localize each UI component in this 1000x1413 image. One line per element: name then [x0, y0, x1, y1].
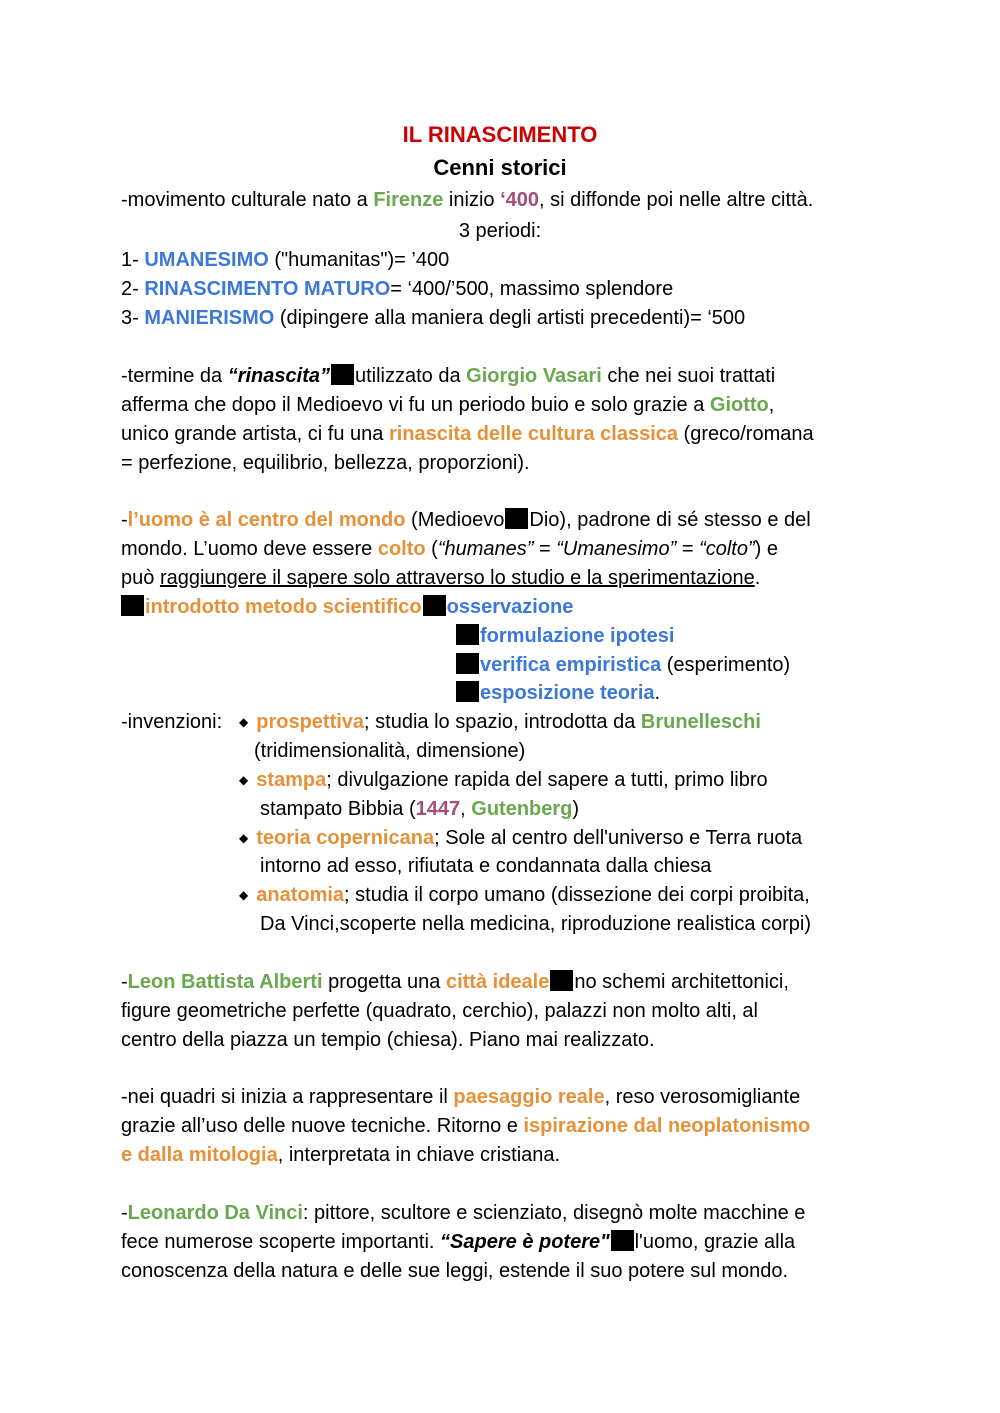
- redacted-block: [456, 624, 479, 645]
- paragraph-line: afferma che dopo il Medioevo vi fu un periodo buio e solo grazie a Giotto,: [121, 394, 775, 416]
- paragraph-line: = perfezione, equilibrio, bellezza, proporzioni).: [121, 452, 530, 474]
- intro-line: -movimento culturale nato a Firenze inizio ‘400, si diffonde poi nelle altre città.: [121, 189, 814, 211]
- redacted-block: [423, 595, 446, 616]
- invention-item-cont: intorno ad esso, rifiutata e condannata dalla chiesa: [260, 855, 712, 877]
- inventions-label: -invenzioni:: [121, 711, 223, 733]
- redacted-block: [121, 595, 144, 616]
- paragraph-line: mondo. L’uomo deve essere colto (“humanes” = “Umanesimo” = “colto”) e: [121, 538, 778, 560]
- paragraph-line: grazie all’uso delle nuove tecniche. Ritorno e ispirazione dal neoplatonismo: [121, 1115, 811, 1137]
- periods-heading: 3 periodi:: [458, 220, 542, 242]
- paragraph-line: -termine da “rinascita” utilizzato da Giorgio Vasari che nei suoi trattati: [121, 365, 776, 387]
- paragraph-line: -Leon Battista Alberti progetta una città ideale no schemi architettonici,: [121, 971, 789, 993]
- redacted-block: [550, 970, 573, 991]
- diamond-bullet-icon: ◆: [239, 715, 249, 729]
- paragraph-line: unico grande artista, ci fu una rinascita delle cultura classica (greco/romana: [121, 423, 814, 445]
- page-subtitle: Cenni storici: [433, 155, 567, 180]
- redacted-block: [456, 653, 479, 674]
- redacted-block: [331, 364, 354, 385]
- paragraph-line: può raggiungere il sapere solo attraverso lo studio e la sperimentazione.: [121, 567, 761, 589]
- paragraph-line: -Leonardo Da Vinci: pittore, scultore e scienziato, disegnò molte macchine e: [121, 1202, 806, 1224]
- paragraph-line: conoscenza della natura e delle sue leggi, estende il suo potere sul mondo.: [121, 1260, 789, 1282]
- diamond-bullet-icon: ◆: [239, 831, 249, 845]
- period-item: 3- MANIERISMO (dipingere alla maniera degli artisti precedenti)= ‘500: [121, 307, 746, 329]
- paragraph-line: e dalla mitologia, interpretata in chiave cristiana.: [121, 1144, 561, 1166]
- paragraph-line: fece numerose scoperte importanti. “Sapere è potere" l'uomo, grazie alla: [121, 1231, 796, 1253]
- invention-item-cont: stampato Bibbia (1447, Gutenberg): [260, 798, 580, 820]
- method-line: introdotto metodo scientifico osservazione: [121, 593, 573, 621]
- redacted-block: [611, 1230, 634, 1251]
- paragraph-line: -l’uomo è al centro del mondo (Medioevo Dio), padrone di sé stesso e del: [121, 509, 811, 531]
- invention-item: ◆ anatomia; studia il corpo umano (dissezione dei corpi proibita,: [239, 881, 810, 909]
- invention-item-cont: (tridimensionalità, dimensione): [254, 740, 526, 762]
- paragraph-line: centro della piazza un tempio (chiesa). Piano mai realizzato.: [121, 1029, 655, 1051]
- diamond-bullet-icon: ◆: [239, 773, 249, 787]
- method-step: formulazione ipotesi: [455, 622, 674, 650]
- paragraph-line: figure geometriche perfette (quadrato, cerchio), palazzi non molto alti, al: [121, 1000, 759, 1022]
- invention-item: ◆ teoria copernicana; Sole al centro dell'universo e Terra ruota: [239, 824, 802, 852]
- method-step: verifica empiristica (esperimento): [455, 651, 790, 679]
- redacted-block: [505, 508, 528, 529]
- invention-item-cont: Da Vinci,scoperte nella medicina, riproduzione realistica corpi): [260, 913, 812, 935]
- invention-item: ◆ prospettiva; studia lo spazio, introdotta da Brunelleschi: [239, 708, 761, 736]
- page-title: IL RINASCIMENTO: [402, 122, 598, 147]
- diamond-bullet-icon: ◆: [239, 888, 249, 902]
- method-step: esposizione teoria.: [455, 679, 660, 707]
- period-item: 1- UMANESIMO ("humanitas")= ’400: [121, 249, 450, 271]
- invention-item: ◆ stampa; divulgazione rapida del sapere a tutti, primo libro: [239, 766, 768, 794]
- redacted-block: [456, 681, 479, 702]
- period-item: 2- RINASCIMENTO MATURO= ‘400/’500, massimo splendore: [121, 278, 674, 300]
- paragraph-line: -nei quadri si inizia a rappresentare il paesaggio reale, reso verosomigliante: [121, 1086, 801, 1108]
